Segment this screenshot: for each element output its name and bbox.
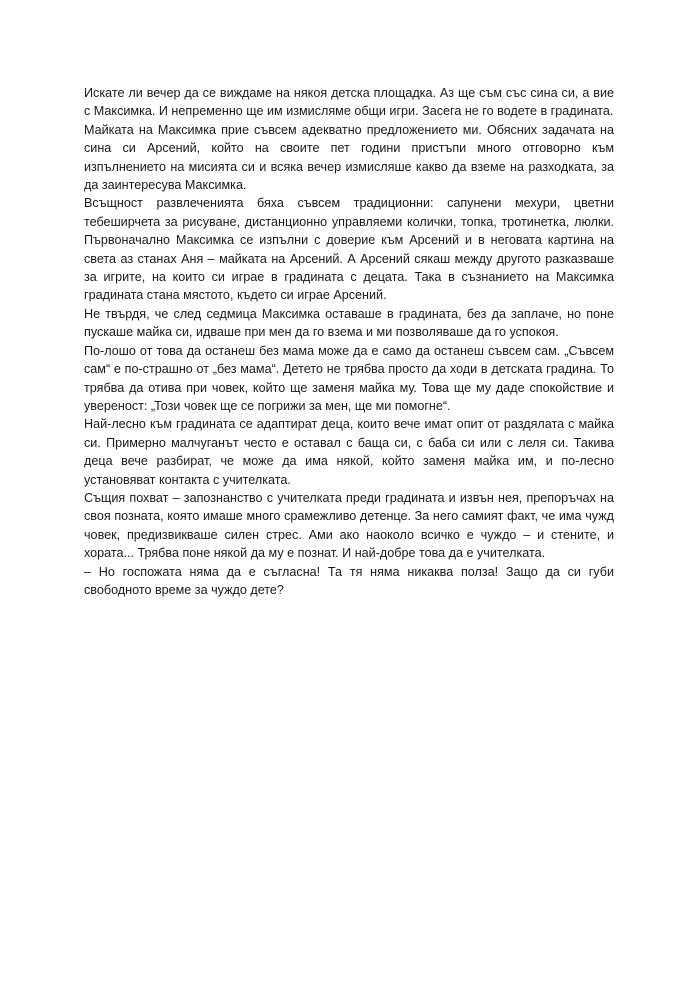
paragraph: Майката на Максимка прие съвсем адекватно предложението ми. Обясних задачата на сина си Арсений, който на своите пет години пристъпи много отговорно към изпълнението на мисията си и всяка вечер измисляше какво да вземе на разходката, за да заинтересува Максимка.	[84, 122, 614, 193]
paragraph: Искате ли вечер да се виждаме на някоя детска площадка. Аз ще съм със сина си, а вие с Максимка. И непременно ще им измисляме общи игри. Засега не го водете в градината.	[84, 86, 614, 119]
paragraph: Не твърдя, че след седмица Максимка оставаше в градината, без да заплаче, но поне пускаше майка си, идваше при мен да го взема и ми позволяваше да го успокоя.	[84, 306, 614, 340]
paragraph: Всъщност развлеченията бяха съвсем традиционни: сапунени мехури, цветни тебеширчета за рисуване, дистанционно управляеми колички, топка, тротинетка, люлки. Първоначално Максимка се изпълни с доверие към Арсений и в неговата картина на света аз станах Аня – майката на Арсений. А Арсений сякаш между другото разказваше за игрите, на които си играе в градината с децата. Така в съзнанието на Максимка градината стана мястото, където си играе Арсений.	[84, 196, 614, 303]
paragraph: Същия похват – запознанство с учителката преди градината и извън нея, препоръчах на своя позната, която имаше много срамежливо детенце. За него самият факт, че има чужд човек, предизвикваше силен стрес. Ами ако наоколо всичко е чуждо – и стените, и хората... Трябва поне някой да му е познат. И най-добре това да е учителката.	[84, 490, 614, 561]
paragraph: По-лошо от това да останеш без мама може да е само да останеш съвсем сам. „Съвсем сам“ е по-страшно от „без мама“. Детето не трябва просто да ходи в детската градина. То трябва да отива при човек, който ще заменя майка му. Това ще му даде спокойствие и увереност: „Този човек ще се погрижи за мен, ще ми помогне“.	[84, 343, 614, 413]
body-text	[84, 84, 614, 599]
paragraph: Най-лесно към градината се адаптират деца, които вече имат опит от раздялата с майка си. Примерно малчуганът често е оставал с баща си, с баба си или с леля си. Такива деца вече разбират, че може да има някой, който заменя майка им, и по-лесно установяват контакта с учителката.	[84, 417, 614, 487]
paragraph: – Но госпожата няма да е съгласна! Та тя няма никаква полза! Защо да си губи свободното време за чуждо дете?	[84, 564, 614, 597]
